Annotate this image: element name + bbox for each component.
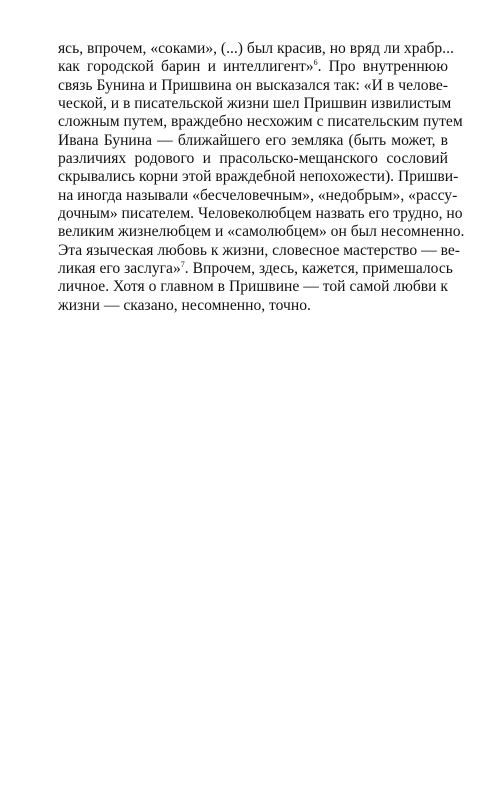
- text-run: ликая его заслуга»: [58, 260, 181, 278]
- text-line: дочным» писателем. Человеколюбцем назвать его трудно, но: [58, 205, 463, 223]
- text-line: различиях родового и прасольско-мещанского сословий: [58, 150, 448, 168]
- text-line: [58, 58, 448, 76]
- text-line: [58, 260, 453, 278]
- text-line: ческой, и в писательской жизни шел Пришвин извилистым: [58, 95, 452, 113]
- text-line: Эта языческая любовь к жизни, словесное мастерство — ве-: [58, 241, 460, 259]
- text-line: скрывались корни этой враждебной непохожести). Пришви-: [58, 168, 459, 186]
- text-run: . Впрочем, здесь, кажется, примешалось: [184, 260, 453, 278]
- text-run: как городской барин и интеллигент»: [58, 58, 314, 76]
- text-line: Ивана Бунина — ближайшего его земляка (быть может, в: [58, 131, 448, 149]
- text-line: великим жизнелюбцем и «самолюбцем» он был несомненно.: [58, 223, 465, 241]
- text-run: . Про внутреннюю: [317, 58, 448, 76]
- text-line: связь Бунина и Пришвина он высказался так: «И в челове-: [58, 76, 448, 94]
- text-line: личное. Хотя о главном в Пришвине — той самой любви к: [58, 278, 448, 296]
- text-line: на иногда называли «бесчеловечным», «недобрым», «рассу-: [58, 186, 458, 204]
- text-line: сложным путем, враждебно несхожим с писательским путем: [58, 113, 463, 131]
- text-line: жизни — сказано, несомненно, точно.: [58, 296, 311, 314]
- body-text: [58, 40, 465, 315]
- text-line: ясь, впрочем, «соками», (...) был красив, но вряд ли храбр...: [58, 40, 454, 57]
- footnote-ref: 6: [313, 58, 318, 68]
- footnote-ref: 7: [180, 260, 185, 270]
